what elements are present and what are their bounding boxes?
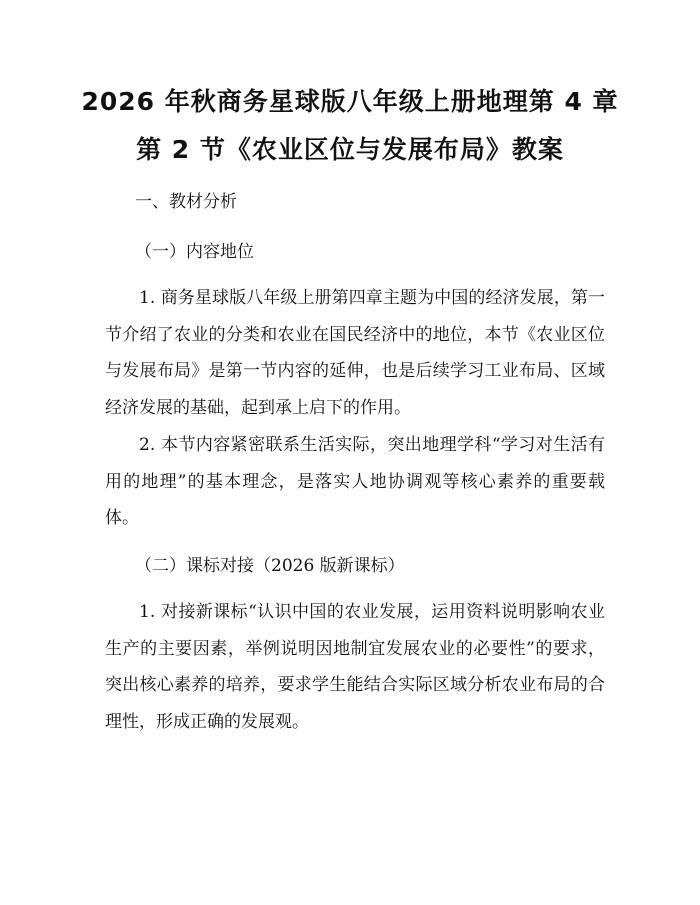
paragraph-content-position-2: 2. 本节内容紧密联系生活实际，突出地理学科“学习对生活有用的地理”的基本理念，是落实人地协调观等核心素养的重要载体。	[105, 435, 605, 528]
paragraph-content-position-1: 1. 商务星球版八年级上册第四章主题为中国的经济发展，第一节介绍了农业的分类和农业在国民经济中的地位，本节《农业区位与发展布局》是第一节内容的延伸，也是后续学习工业布局、区域经济发展的基础，起到承上启下的作用。	[105, 288, 605, 418]
document-title-line-1: 2026 年秋商务星球版八年级上册地理第 4 章	[81, 87, 619, 116]
paragraph-curriculum-alignment-1: 1. 对接新课标“认识中国的农业发展，运用资料说明影响农业生产的主要因素，举例说明因地制宜发展农业的必要性”的要求，突出核心素养的培养，要求学生能结合实际区域分析农业布局的合理性，形成正确的发展观。	[105, 602, 605, 732]
subsection-heading-curriculum-alignment: （二）课标对接（2026 版新课标）	[135, 556, 405, 576]
section-heading-teaching-material-analysis: 一、教材分析	[135, 192, 237, 212]
document-title-line-2: 第 2 节《农业区位与发展布局》教案	[136, 135, 564, 164]
subsection-heading-content-position: （一）内容地位	[135, 242, 254, 262]
